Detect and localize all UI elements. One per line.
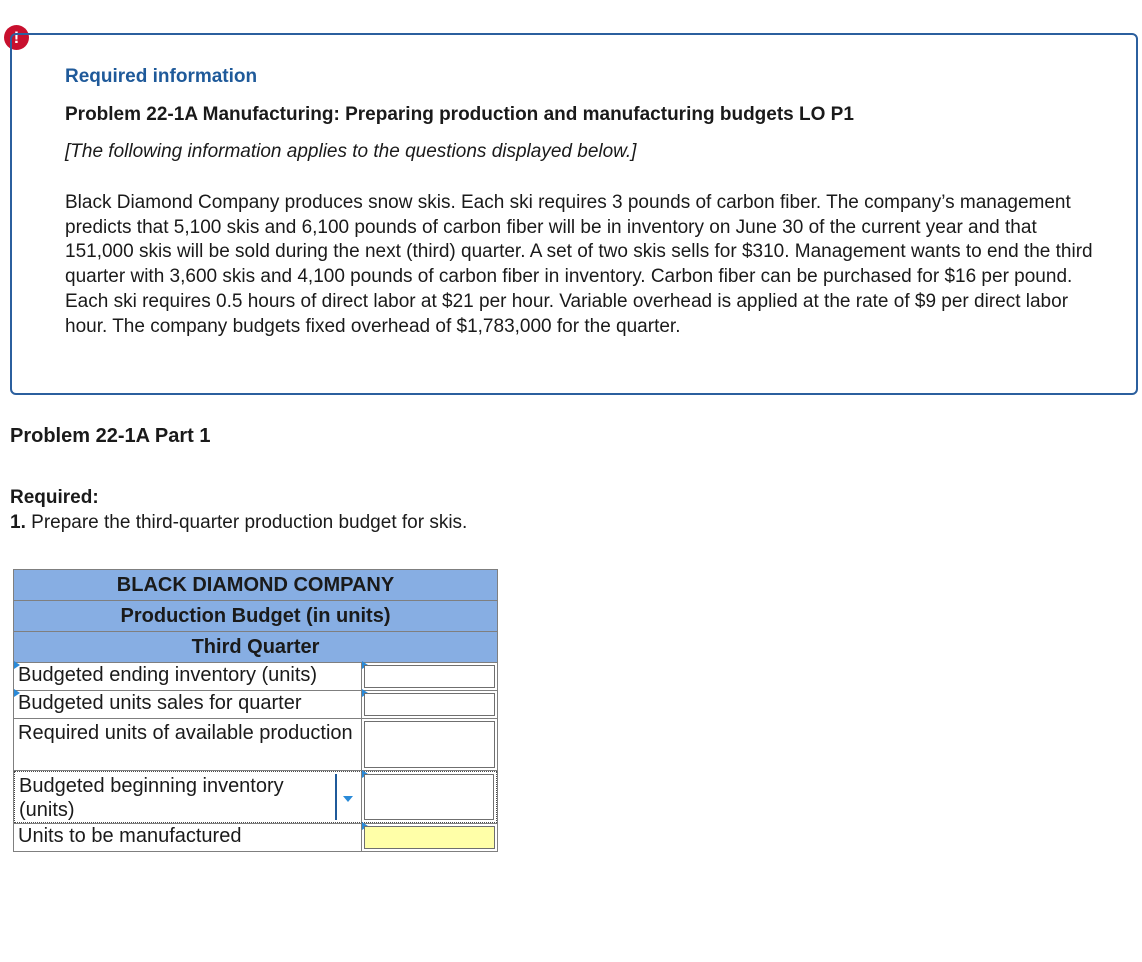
row-value-cell xyxy=(362,663,497,690)
applies-note: [The following information applies to the questions displayed below.] xyxy=(65,141,637,162)
row-label-cell[interactable] xyxy=(14,663,362,690)
table-row xyxy=(14,690,497,718)
table-row xyxy=(14,770,497,823)
dropdown-marker-icon xyxy=(14,689,20,697)
row-label-cell[interactable] xyxy=(14,691,362,718)
row-label: Required units of available production xyxy=(18,722,353,744)
company-name: BLACK DIAMOND COMPANY xyxy=(14,570,497,601)
dropdown-marker-icon xyxy=(14,661,20,669)
table-row xyxy=(14,662,497,690)
row-value-cell xyxy=(362,691,497,718)
instruction xyxy=(10,512,467,534)
row-label: Budgeted beginning inventory (units) xyxy=(19,775,284,821)
budget-title: Production Budget (in units) xyxy=(14,601,497,632)
beginning-inventory-select[interactable] xyxy=(14,771,362,823)
row-value-cell xyxy=(362,771,497,823)
part-title: Problem 22-1A Part 1 xyxy=(10,425,211,447)
units-manufactured-input[interactable] xyxy=(364,826,495,849)
production-budget-table xyxy=(13,569,498,852)
units-sales-input[interactable] xyxy=(364,693,495,716)
required-information-panel xyxy=(10,33,1138,395)
instruction-text: Prepare the third-quarter production budget for skis. xyxy=(31,512,468,533)
budget-period: Third Quarter xyxy=(14,632,497,662)
required-information-heading: Required information xyxy=(65,66,258,87)
row-label: Units to be manufactured xyxy=(18,825,242,847)
row-label: Budgeted ending inventory (units) xyxy=(18,664,318,686)
alert-icon: ! xyxy=(4,25,29,50)
ending-inventory-input[interactable] xyxy=(364,665,495,688)
table-row xyxy=(14,823,497,851)
row-label-cell xyxy=(14,719,362,770)
row-value-cell xyxy=(362,824,497,851)
beginning-inventory-input[interactable] xyxy=(364,774,494,820)
required-label: Required: xyxy=(10,487,99,508)
table-row xyxy=(14,718,497,770)
row-value-cell xyxy=(362,719,497,770)
required-units-input[interactable] xyxy=(364,721,495,768)
row-label-cell xyxy=(14,824,362,851)
instruction-number: 1. xyxy=(10,512,26,533)
row-label: Budgeted units sales for quarter xyxy=(18,692,302,714)
problem-heading: Problem 22-1A Manufacturing: Preparing production and manufacturing budgets LO P1 xyxy=(65,104,854,125)
scenario-text: Black Diamond Company produces snow skis. Each ski requires 3 pounds of carbon fiber. The company’s management predicts that 5,100 skis and 6,100 pounds of carbon fiber will be in inventory on June 30 of the current year and that 151,000 skis will be sold during the next (third) quarter. A set of two skis sells for $310. Management wants to end the third quarter with 3,600 skis and 4,100 pounds of carbon fiber in inventory. Carbon fiber can be purchased for $16 per pound. Each ski requires 0.5 hours of direct labor at $21 per hour. Variable overhead is applied at the rate of $9 per direct labor hour. The company budgets fixed overhead of $1,783,000 for the quarter. xyxy=(65,192,1093,337)
dropdown-button[interactable] xyxy=(335,774,359,820)
chevron-down-icon xyxy=(343,796,353,802)
